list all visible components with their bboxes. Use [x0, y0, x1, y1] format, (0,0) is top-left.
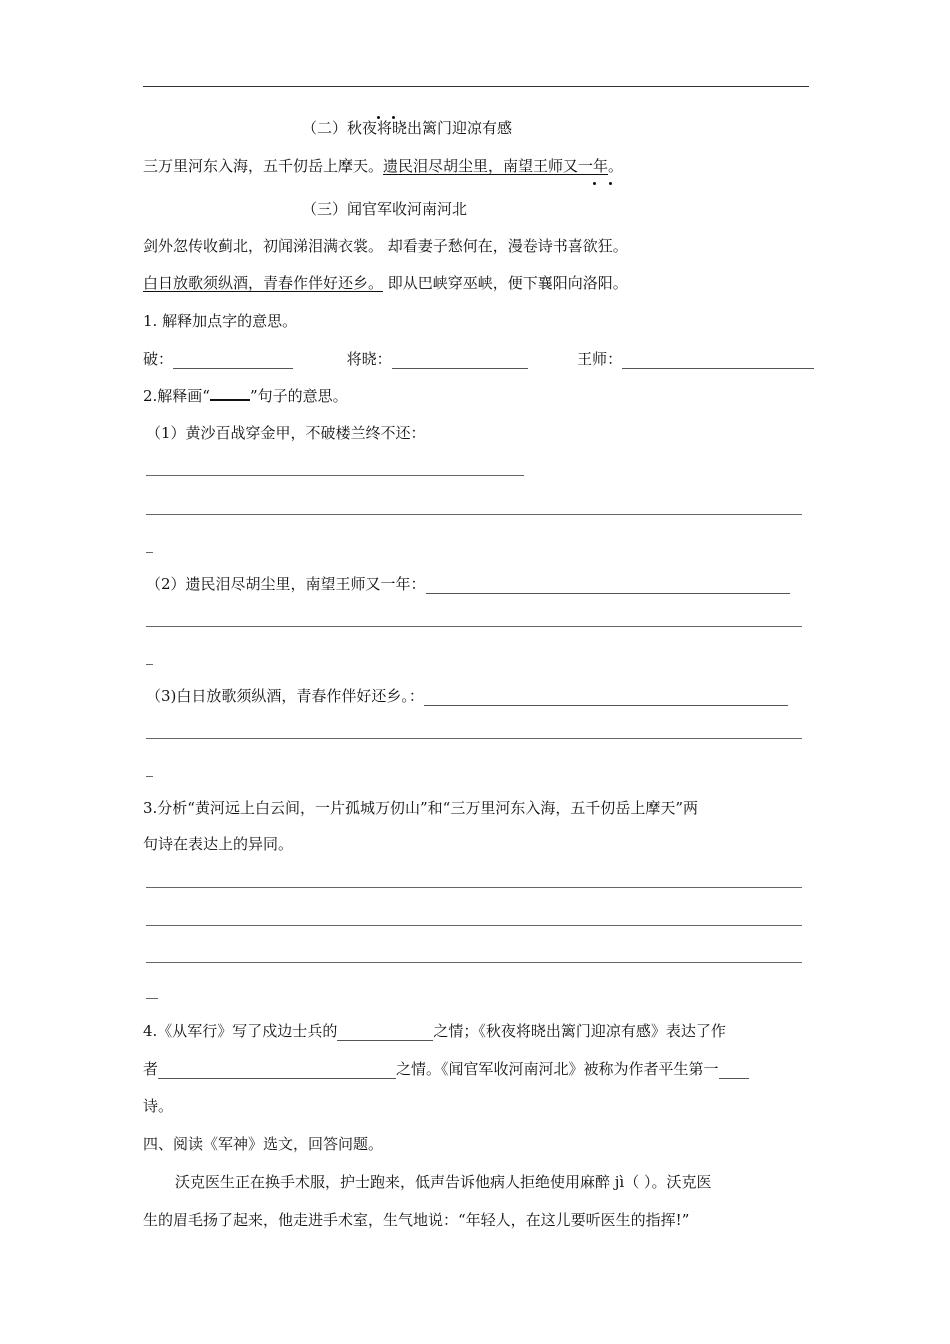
q1-answers: 破： 将晓： 王师： — [143, 349, 814, 369]
answer-line-end — [146, 664, 153, 665]
poem3-title: （三）闻官军收河南河北 — [302, 200, 468, 218]
answer-line[interactable] — [146, 962, 802, 963]
q3-line2: 句诗在表达上的异同。 — [143, 835, 294, 853]
poem3-line2: 白日放歌须纵酒，青春作伴好还乡。 即从巴峡穿巫峡，便下襄阳向洛阳。 — [143, 274, 628, 292]
q2-text: 2.解释画“ ”句子的意思。 — [143, 387, 348, 405]
emphasis-dot — [386, 121, 401, 122]
answer-line[interactable] — [146, 626, 802, 627]
emphasis-dot — [371, 121, 386, 122]
answer-line[interactable] — [146, 738, 802, 739]
header-rule — [143, 86, 809, 87]
answer-blank-q4c[interactable] — [719, 1064, 749, 1079]
answer-line[interactable] — [146, 475, 524, 476]
q2-sentence1: （1）黄沙百战穿金甲，不破楼兰终不还： — [146, 424, 426, 442]
poem2-line: 三万里河东入海，五千仞岳上摩天。遗民泪尽胡尘里，南望王师又一年。 — [143, 157, 624, 175]
answer-blank-wangshi[interactable] — [622, 354, 814, 369]
poem2-line-underlined: 遗民泪尽胡尘里，南望王师又一年 — [383, 157, 609, 175]
emphasis-dot — [587, 178, 602, 179]
answer-line[interactable] — [146, 887, 802, 888]
poem2-title: （二）秋夜将晓出篱门迎凉有感 — [302, 119, 513, 137]
poem2-line-plain: 三万里河东入海，五千仞岳上摩天。 — [143, 157, 384, 175]
answer-blank-s3[interactable] — [424, 691, 788, 706]
answer-line-end — [146, 552, 153, 553]
answer-line[interactable] — [146, 925, 802, 926]
q2-sentence2: （2）遗民泪尽胡尘里，南望王师又一年： — [146, 574, 790, 594]
q4-line3: 诗。 — [143, 1097, 174, 1115]
answer-blank-q4b[interactable] — [158, 1064, 396, 1079]
answer-line-end — [146, 998, 158, 999]
emphasis-dot — [603, 178, 618, 179]
poem3-line1: 剑外忽传收蓟北，初闻涕泪满衣裳。 却看妻子愁何在，漫卷诗书喜欲狂。 — [143, 237, 628, 255]
section4-title: 四、阅读《军神》选文，回答问题。 — [143, 1135, 384, 1153]
answer-blank-po[interactable] — [173, 354, 293, 369]
answer-blank-s2[interactable] — [426, 579, 790, 594]
q4-line1: 4.《从军行》写了戍边士兵的 之情；《秋夜将晓出篱门迎凉有感》表达了作 — [143, 1022, 726, 1040]
answer-line[interactable] — [146, 514, 802, 515]
answer-blank-q4a[interactable] — [337, 1026, 433, 1041]
answer-blank-jiangxiao[interactable] — [392, 354, 528, 369]
q3-line1: 3.分析“黄河远上白云间，一片孤城万仞山”和“三万里河东入海，五千仞岳上摩天”两 — [143, 799, 698, 817]
section4-paragraph-line2: 生的眉毛扬了起来，他走进手术室，生气地说：“年轻人，在这儿要听医生的指挥!” — [143, 1211, 690, 1229]
q2-sentence3: （3)白日放歌须纵酒，青春作伴好还乡。： — [146, 686, 788, 706]
q1-text: 1. 解释加点字的意思。 — [143, 312, 298, 330]
section4-paragraph-line1: 沃克医生正在换手术服，护士跑来，低声告诉他病人拒绝使用麻醉 jì（ ）。沃克医 — [175, 1173, 712, 1191]
underline-sample — [210, 387, 250, 401]
q4-line2: 者 之情。《闻官军收河南河北》被称为作者平生第一 — [143, 1059, 749, 1079]
answer-line-end — [146, 776, 153, 777]
poem3-line2-underlined: 白日放歌须纵酒，青春作伴好还乡。 — [143, 274, 384, 292]
